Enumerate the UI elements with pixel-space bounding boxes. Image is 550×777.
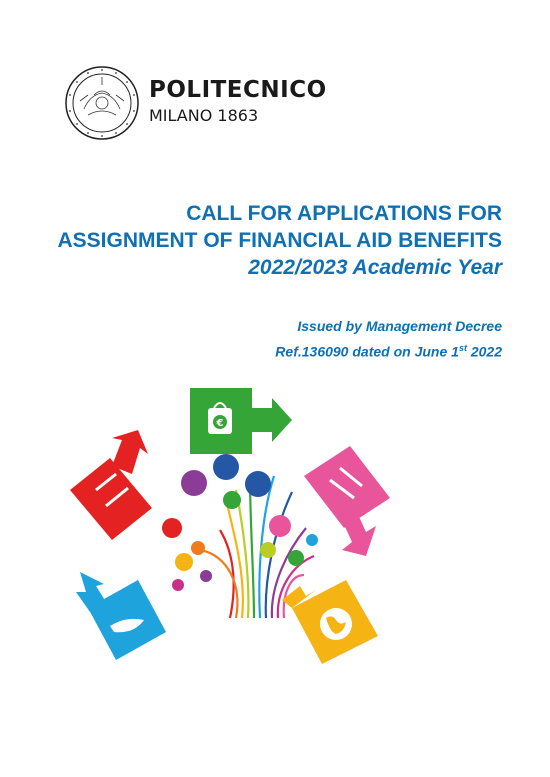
decree-line-1: Issued by Management Decree <box>297 318 502 334</box>
node-graduation-cap-icon <box>181 470 207 496</box>
politecnico-logo <box>64 65 327 145</box>
title-academic-year: 2022/2023 Academic Year <box>248 256 502 279</box>
node-home-icon <box>213 454 239 480</box>
decree-ref-text: Ref.136090 dated on June 1 <box>275 343 459 360</box>
logo-subtitle: MILANO 1863 <box>149 106 259 125</box>
title-line-2: ASSIGNMENT OF FINANCIAL AID BENEFITS <box>57 229 502 252</box>
title-line-1: CALL FOR APPLICATIONS FOR <box>186 202 502 225</box>
svg-text:€: € <box>216 418 224 429</box>
decree-line-2 <box>275 337 502 363</box>
document-title <box>57 200 502 282</box>
green-shopping-box <box>190 388 292 454</box>
seal-lettering <box>64 65 140 141</box>
financial-aid-tree-illustration <box>60 380 480 680</box>
blue-hand-leaf-box <box>76 572 166 660</box>
logo-name: POLITECNICO <box>149 77 327 103</box>
node-cutlery-icon <box>269 515 291 537</box>
decree-year-text: 2022 <box>466 343 502 360</box>
node-globe-icon <box>245 471 271 497</box>
red-cutlery-box <box>70 430 152 540</box>
decree-date-ordinal: st <box>458 343 467 353</box>
decree-info <box>275 315 502 363</box>
yellow-world-box <box>282 580 378 664</box>
